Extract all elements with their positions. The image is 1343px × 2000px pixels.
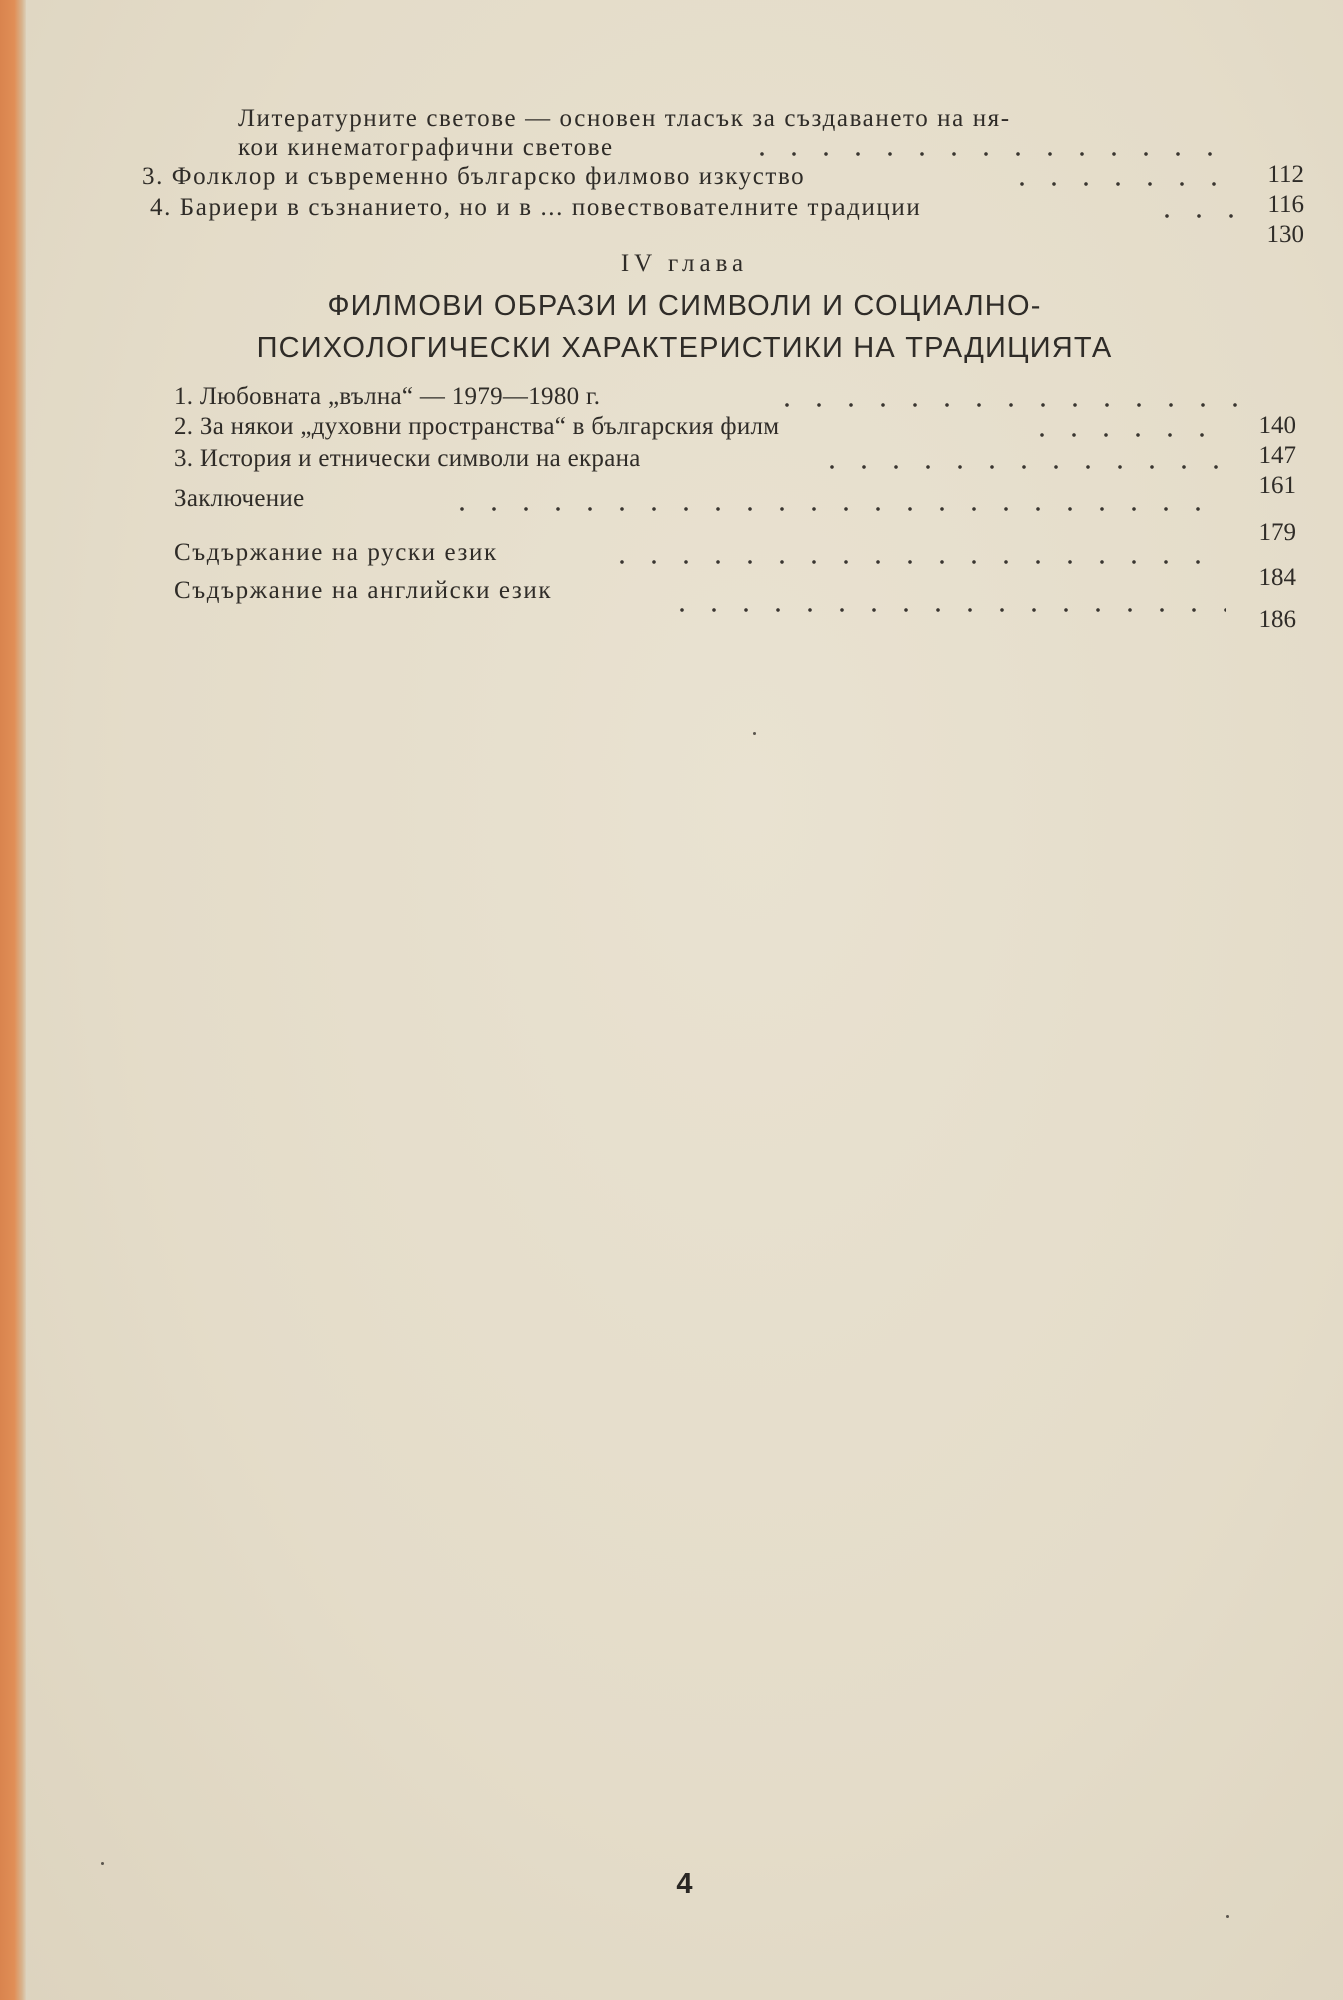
chapter-label: IV глава — [620, 250, 749, 277]
page-ref-english-summary: 186 — [1258, 606, 1296, 633]
toc-entry-literature-line2: кои кинематографични светове — [238, 134, 614, 161]
dot-leader — [746, 152, 1216, 156]
chapter-title-line2: ПСИХОЛОГИЧЕСКИ ХАРАКТЕРИСТИКИ НА ТРАДИЦИЯТА — [256, 332, 1113, 364]
dot-leader — [771, 403, 1251, 407]
scan-speck — [1226, 1915, 1229, 1918]
page-number: 4 — [676, 1868, 693, 1900]
toc-entry-conclusion: Заключение — [174, 485, 305, 512]
dot-leader — [1151, 214, 1241, 218]
page-ref-russian-summary: 184 — [1258, 564, 1296, 591]
page-ref-barriers: 130 — [1266, 221, 1304, 248]
dot-leader — [816, 465, 1226, 469]
dot-leader — [446, 507, 1226, 511]
page-ref-conclusion: 179 — [1258, 519, 1296, 546]
toc-entry-spiritual-spaces: 2. За някои „духовни пространства“ в българския филм — [174, 413, 780, 440]
toc-entry-love-wave: 1. Любовната „вълна“ — 1979—1980 г. — [174, 383, 601, 410]
page-ref-folklore: 116 — [1267, 191, 1304, 218]
page-ref-spiritual-spaces: 147 — [1258, 442, 1296, 469]
toc-entry-english-summary: Съдържание на английски език — [174, 577, 553, 604]
book-spine-edge — [0, 0, 26, 2000]
scan-speck — [101, 1862, 104, 1865]
toc-entry-russian-summary: Съдържание на руски език — [174, 539, 498, 566]
dot-leader — [666, 608, 1226, 612]
dot-leader — [606, 560, 1226, 564]
page-ref-literature: 112 — [1267, 161, 1304, 188]
scan-speck — [753, 732, 756, 735]
page-ref-history-symbols: 161 — [1258, 472, 1296, 499]
table-of-contents — [26, 0, 1343, 700]
dot-leader — [1006, 182, 1216, 186]
page-ref-love-wave: 140 — [1258, 412, 1296, 439]
toc-entry-literature-line1: Литературните светове — основен тласък за създаването на ня- — [238, 105, 1011, 132]
toc-entry-barriers: 4. Бариери в съзнанието, но и в ... повествователните традиции — [150, 194, 922, 221]
page-sheet — [26, 0, 1343, 2000]
toc-entry-history-symbols: 3. История и етнически символи на екрана — [174, 445, 641, 472]
chapter-title-line1: ФИЛМОВИ ОБРАЗИ И СИМВОЛИ И СОЦИАЛНО- — [327, 290, 1042, 322]
toc-entry-folklore: 3. Фолклор и съвременно българско филмово изкуство — [142, 163, 806, 190]
dot-leader — [1026, 433, 1226, 437]
